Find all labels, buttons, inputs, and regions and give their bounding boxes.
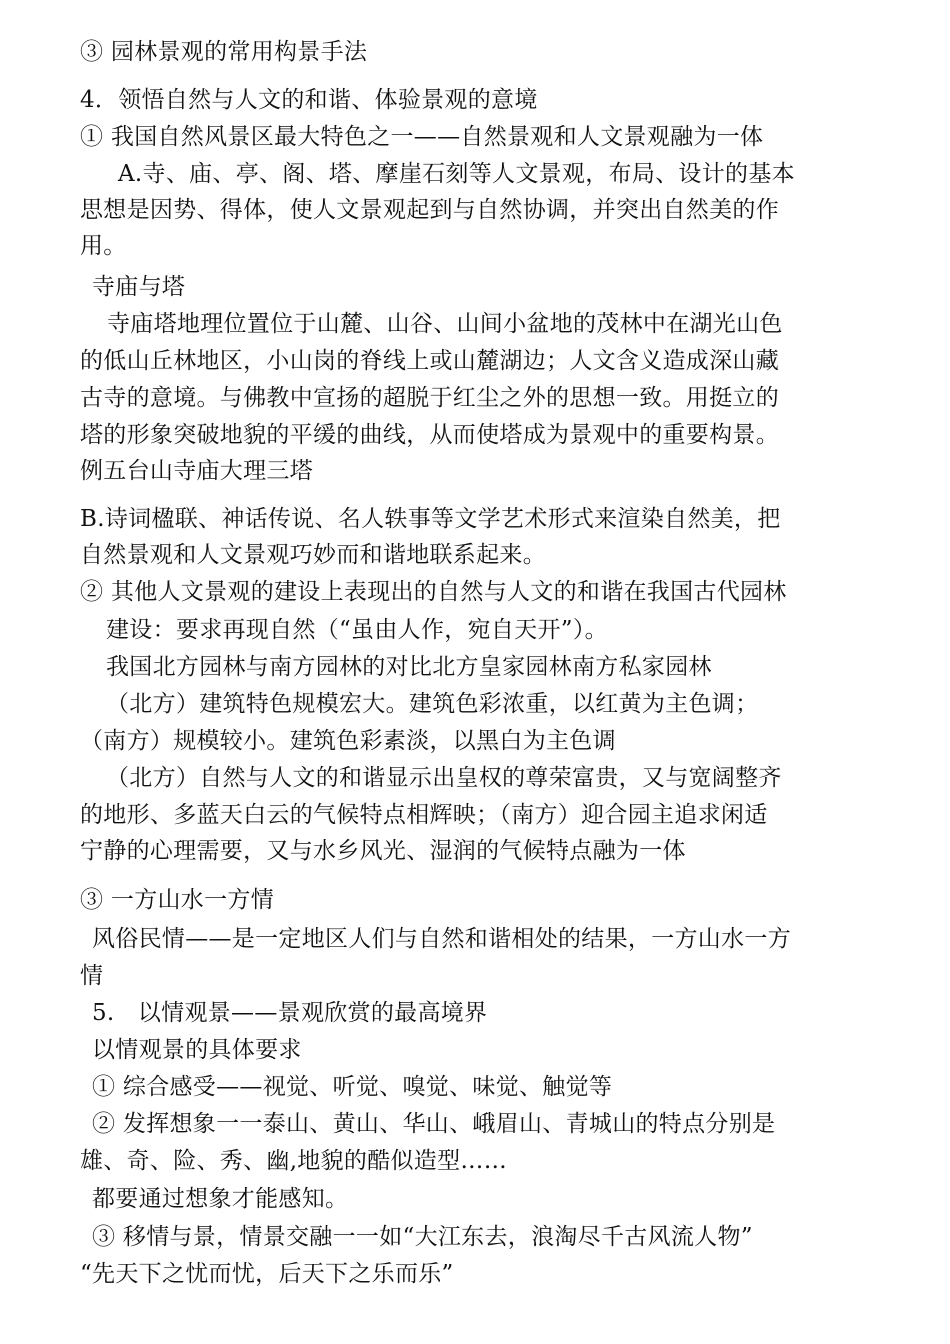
text-line: ② 发挥想象一一泰山、黄山、华山、峨眉山、青城山的特点分别是 (92, 1111, 776, 1137)
text-line: ③ 一方山水一方情 (80, 887, 275, 913)
text-line: 寺庙与塔 (92, 274, 186, 300)
text-line: 以情观景的具体要求 (92, 1037, 302, 1063)
text-line: “先天下之忧而忧，后天下之乐而乐” (80, 1261, 454, 1287)
text-line: 雄、奇、险、秀、幽,地貌的酷似造型…… (80, 1148, 508, 1174)
text-line: ① 综合感受——视觉、听觉、嗅觉、味觉、触觉等 (92, 1074, 613, 1100)
text-line: 宁静的心理需要，又与水乡风光、湿润的气候特点融为一体 (80, 838, 686, 864)
text-line: ③ 园林景观的常用构景手法 (80, 39, 368, 65)
text-line: 5. 以情观景——景观欣赏的最高境界 (92, 1000, 488, 1026)
text-line: 寺庙塔地理位置位于山麓、山谷、山间小盆地的茂林中在湖光山色 (107, 311, 783, 337)
text-line: 我国北方园林与南方园林的对比北方皇家园林南方私家园林 (106, 654, 712, 680)
text-line: 思想是因势、得体，使人文景观起到与自然协调，并突出自然美的作 (80, 197, 779, 223)
text-line: ② 其他人文景观的建设上表现出的自然与人文的和谐在我国古代园林 (80, 579, 787, 605)
text-line: 塔的形象突破地貌的平缓的曲线，从而使塔成为景观中的重要构景。 (80, 422, 779, 448)
text-line: 情 (80, 963, 104, 989)
text-line: 建设：要求再现自然（“虽由人作，宛自天开”）。 (106, 617, 608, 643)
text-line: 的低山丘林地区，小山岗的脊线上或山麓湖边；人文含义造成深山藏 (80, 348, 779, 374)
text-line: 的地形、多蓝天白云的气候特点相辉映；（南方）迎合园主追求闲适 (80, 802, 768, 828)
text-line: （北方）建筑特色规模宏大。建筑色彩浓重，以红黄为主色调； (106, 691, 759, 717)
text-line: ① 我国自然风景区最大特色之一——自然景观和人文景观融为一体 (80, 124, 764, 150)
text-line: （北方）自然与人文的和谐显示出皇权的尊荣富贵，又与宽阔整齐 (106, 765, 782, 791)
text-line: 古寺的意境。与佛教中宣扬的超脱于红尘之外的思想一致。用挺立的 (80, 385, 779, 411)
text-line: 4．领悟自然与人文的和谐、体验景观的意境 (80, 87, 538, 113)
text-line: 自然景观和人文景观巧妙而和谐地联系起来。 (80, 542, 546, 568)
text-line: （南方）规模较小。建筑色彩素淡，以黑白为主色调 (80, 728, 616, 754)
text-line: ③ 移情与景，情景交融一一如“大江东去，浪淘尽千古风流人物” (92, 1224, 753, 1250)
text-line: 风俗民情——是一定地区人们与自然和谐相处的结果，一方山水一方 (92, 926, 791, 952)
text-line: B.诗词楹联、神话传说、名人轶事等文学艺术形式来渲染自然美，把 (80, 506, 781, 532)
text-line: 例五台山寺庙大理三塔 (80, 458, 313, 484)
text-line: A.寺、庙、亭、阁、塔、摩崖石刻等人文景观，布局、设计的基本 (118, 161, 795, 187)
text-line: 用。 (80, 233, 127, 259)
text-line: 都要通过想象才能感知。 (92, 1186, 349, 1212)
